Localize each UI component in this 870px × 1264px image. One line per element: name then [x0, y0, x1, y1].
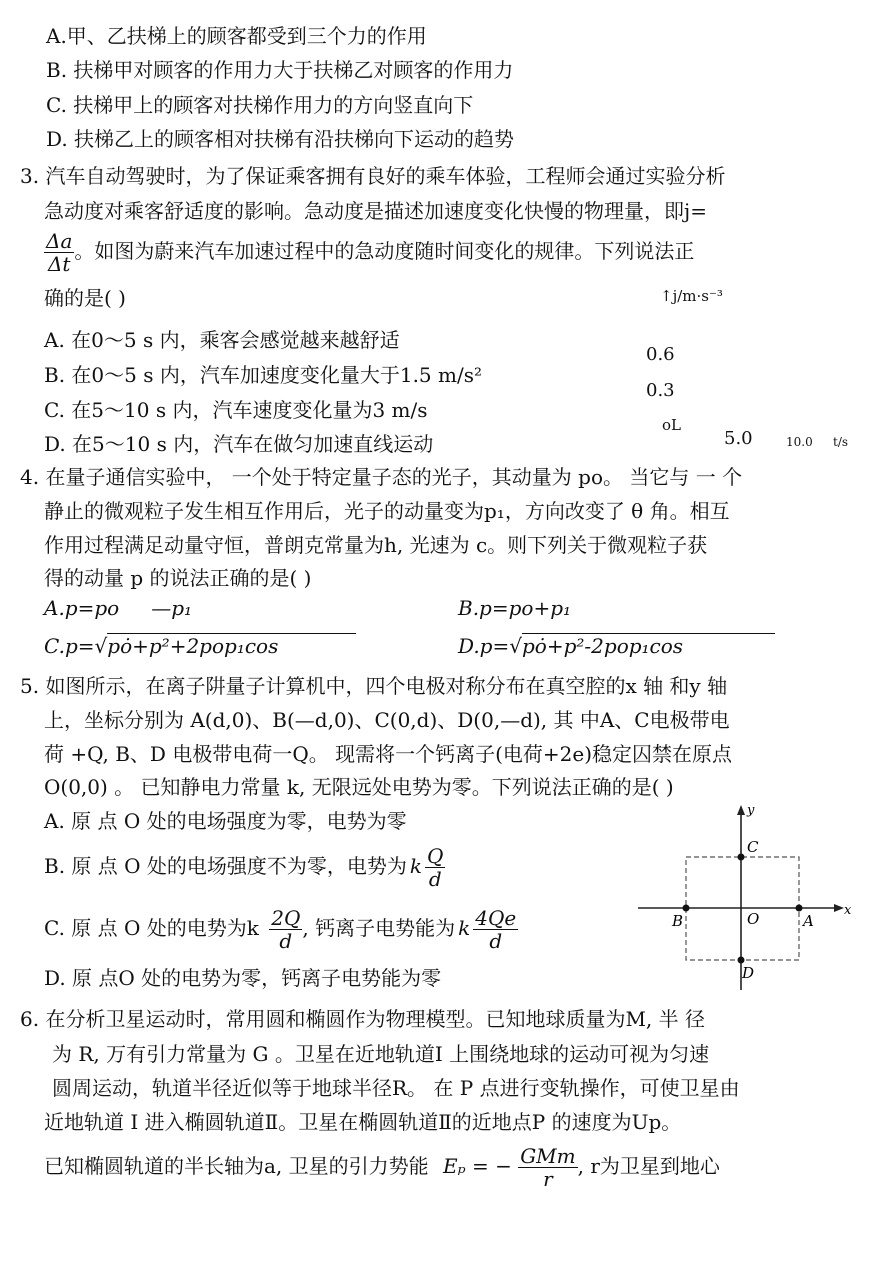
q3-stem-line3: $\frac{\Delta a}{\Delta t}$ 。如图为蔚来汽车加速过程中的急动度随时间变化的规律。下列说法正: [46, 229, 695, 276]
label-y: y: [747, 803, 755, 818]
label-a: A: [803, 912, 814, 930]
q3-option-c: C. 在5～10 s 内，汽车速度变化量为3 m/s: [44, 398, 428, 422]
q5-stem-line1: 5. 如图所示，在离子阱量子计算机中，四个电极对称分布在真空腔的x 轴 和y 轴: [20, 674, 728, 698]
q6-stem-line1: 6. 在分析卫星运动时，常用圆和椭圆作为物理模型。已知地球质量为M, 半 径: [20, 1007, 705, 1031]
q3-stem-line2: 急动度对乘客舒适度的影响。急动度是描述加速度变化快慢的物理量，即j=: [44, 199, 707, 223]
label-o: O: [747, 910, 760, 928]
q5-stem-line4: O(0,0) 。 已知静电力常量 k, 无限远处电势为零。下列说法正确的是( ): [44, 775, 674, 799]
q5-option-d: D. 原 点O 处的电势为零，钙离子电势能为零: [44, 966, 442, 990]
q3-stem-line4: 确的是( ): [44, 286, 126, 310]
label-c: C: [747, 838, 759, 856]
q4-option-a: A.p=po —p₁: [44, 596, 193, 620]
jerk-graph-tick-5: 5.0: [724, 428, 753, 449]
q4-stem-line3: 作用过程满足动量守恒，普朗克常量为h, 光速为 c。则下列关于微观粒子获: [44, 533, 708, 557]
q5-option-a: A. 原 点 O 处的电场强度为零，电势为零: [44, 809, 407, 833]
q3-option-b: B. 在0～5 s 内，汽车加速度变化量大于1.5 m/s²: [44, 363, 482, 387]
jerk-graph-tick-06: 0.6: [646, 344, 675, 365]
electrode-a-dot: [796, 905, 803, 912]
q6-stem-line5: 已知椭圆轨道的半长轴为a, 卫星的引力势能 Eₚ = − $\frac{\text{GMm}}{r}$ , r为卫星到地心: [44, 1144, 720, 1191]
q6-stem-line4: 近地轨道 I 进入椭圆轨道Ⅱ。卫星在椭圆轨道Ⅱ的近地点P 的速度为Up。: [44, 1110, 682, 1134]
q2-option-b: B. 扶梯甲对顾客的作用力大于扶梯乙对顾客的作用力: [46, 58, 514, 82]
q4-option-c: C.p=√pȯ+p²+2pop₁cos: [44, 632, 356, 660]
electrode-c-dot: [738, 854, 745, 861]
q5-stem-line3: 荷 +Q, B、D 电极带电荷一Q。 现需将一个钙离子(电荷+2e)稳定囚禁在原点: [44, 742, 732, 766]
q5-option-c: C. 原 点 O 处的电势为k $\frac{2Q}{d}$ , 钙离子电势能为 k $\frac{4Qe}{d}$: [44, 906, 517, 953]
electrode-d-dot: [738, 957, 745, 964]
label-b: B: [672, 912, 684, 930]
jerk-graph-tick-10: 10.0: [786, 435, 813, 449]
q3-stem-line1: 3. 汽车自动驾驶时，为了保证乘客拥有良好的乘车体验，工程师会通过实验分析: [20, 164, 726, 188]
jerk-graph-y-label: ↑j/m·s⁻³: [660, 287, 723, 305]
q5-stem-line2: 上，坐标分别为 A(d,0)、B(—d,0)、C(0,d)、D(0,—d), 其 中A、C电极带电: [44, 708, 730, 732]
y-axis-arrow: [737, 805, 745, 815]
q6-stem-line3: 圆周运动，轨道半径近似等于地球半径R。 在 P 点进行变轨操作，可使卫星由: [52, 1076, 740, 1100]
q3-option-d: D. 在5～10 s 内，汽车在做匀加速直线运动: [44, 432, 434, 456]
q4-stem-line2: 静止的微观粒子发生相互作用后，光子的动量变为p₁，方向改变了 θ 角。相互: [44, 499, 730, 523]
q3-option-a: A. 在0～5 s 内，乘客会感觉越来越舒适: [44, 328, 400, 352]
q2-option-a: A.甲、乙扶梯上的顾客都受到三个力的作用: [46, 24, 427, 48]
q4-option-b: B.p=po+p₁: [458, 596, 572, 620]
jerk-graph-origin: oL: [662, 416, 681, 434]
label-d: D: [742, 964, 755, 982]
electrode-diagram: [636, 800, 856, 992]
q6-stem-line2: 为 R, 万有引力常量为 G 。卫星在近地轨道I 上围绕地球的运动可视为匀速: [52, 1042, 710, 1066]
potential-energy-fraction: $\frac{\text{GMm}}{r}$: [520, 1144, 576, 1191]
jerk-fraction: $\frac{\Delta a}{\Delta t}$: [46, 229, 73, 276]
electrode-b-dot: [683, 905, 690, 912]
q2-option-c: C. 扶梯甲上的顾客对扶梯作用力的方向竖直向下: [46, 93, 474, 117]
x-axis-arrow: [834, 904, 844, 912]
q2-option-d: D. 扶梯乙上的顾客相对扶梯有沿扶梯向下运动的趋势: [46, 127, 515, 151]
jerk-graph-tick-03: 0.3: [646, 380, 675, 401]
label-x: x: [844, 903, 852, 918]
q4-stem-line4: 得的动量 p 的说法正确的是( ): [44, 566, 312, 590]
q4-option-d: D.p=√pȯ+p²-2pop₁cos: [458, 632, 775, 660]
q5-option-b: B. 原 点 O 处的电场强度不为零，电势为 k $\frac{Q}{d}$: [44, 844, 444, 891]
potential-energy-symbol: Eₚ = −: [443, 1154, 512, 1178]
q4-stem-line1: 4. 在量子通信实验中， 一个处于特定量子态的光子，其动量为 po。 当它与 一 个: [20, 465, 743, 489]
jerk-graph-x-unit: t/s: [833, 435, 849, 449]
